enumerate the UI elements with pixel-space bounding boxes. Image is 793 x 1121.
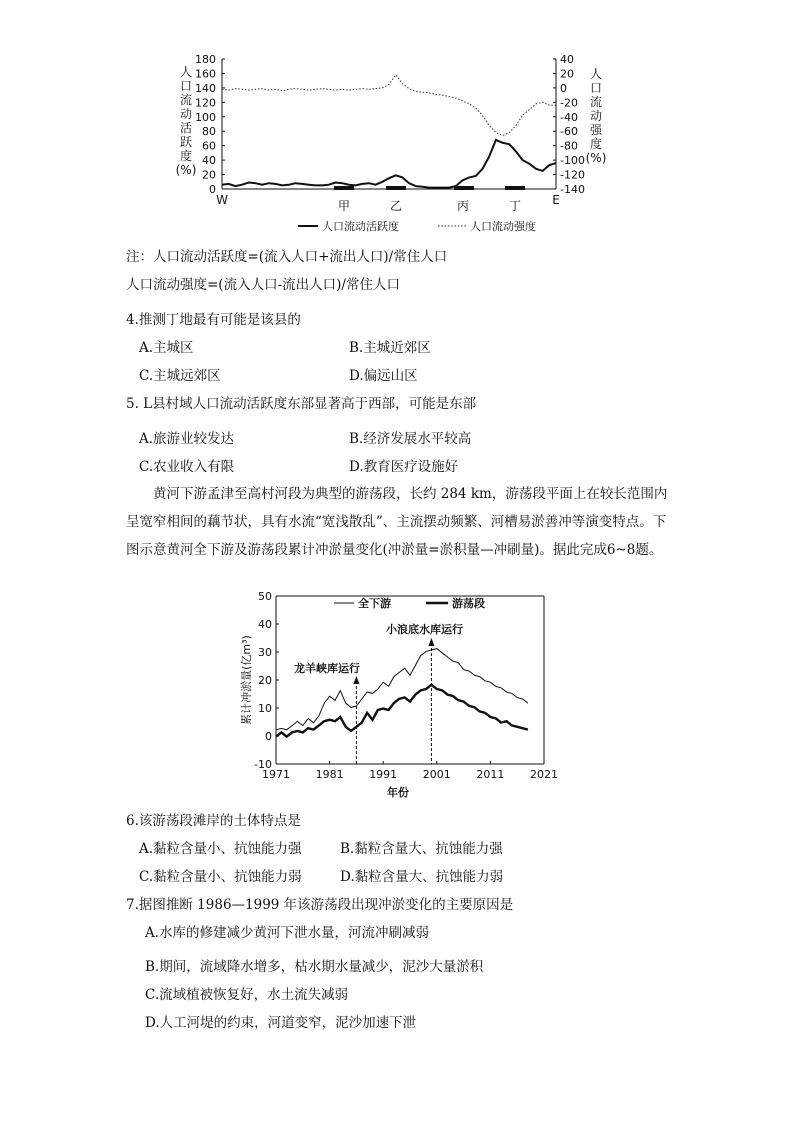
q7-option-d[interactable]: D.人工河堤的约束，河道变窄，泥沙加速下泄 — [145, 1015, 417, 1031]
x-category-label: 丙 — [456, 199, 470, 213]
y-tick-label: 40 — [258, 618, 272, 631]
question-5-stem: 5. L县村域人口流动活跃度东部显著高于西部，可能是东部 — [126, 396, 477, 412]
right-tick-label: -40 — [560, 110, 578, 124]
marker-bar-ding — [505, 186, 525, 190]
series-wandering-section — [276, 685, 528, 737]
left-tick-label: 180 — [195, 53, 216, 66]
population-flow-chart — [170, 48, 620, 238]
left-tick-label: 120 — [195, 96, 216, 110]
right-tick-label: -80 — [560, 139, 578, 153]
y-tick-label: 10 — [258, 702, 272, 715]
right-axis-title-char: 人 — [589, 67, 603, 81]
right-axis-title-char: 流 — [589, 95, 603, 109]
y-tick-label: 0 — [265, 730, 272, 743]
left-axis-title-char: 度 — [179, 149, 193, 163]
left-tick-label: 80 — [202, 125, 216, 139]
q5-option-b[interactable]: B.经济发展水平较高 — [349, 431, 472, 447]
x-category-label: E — [552, 193, 560, 207]
q5-option-c[interactable]: C.农业收入有限 — [139, 459, 235, 475]
left-tick-label: 60 — [202, 139, 216, 153]
series-population-flow-activity — [222, 140, 556, 188]
left-tick-label: 100 — [195, 110, 216, 124]
right-tick-label: -120 — [560, 168, 585, 182]
left-axis-title-char: 动 — [179, 107, 193, 121]
left-tick-label: 0 — [209, 183, 216, 196]
annotation-arrow-xiaolangdi — [428, 638, 434, 646]
y-tick-label: 50 — [258, 590, 272, 603]
y-tick-label: -10 — [254, 758, 272, 771]
q6-option-a[interactable]: A.黏粒含量小、抗蚀能力强 — [139, 841, 302, 857]
x-tick-label: 1981 — [315, 768, 344, 781]
q4-option-a[interactable]: A.主城区 — [139, 340, 194, 356]
x-axis-title: 年份 — [387, 786, 409, 799]
right-tick-label: -60 — [560, 125, 578, 139]
right-tick-label: -140 — [560, 183, 585, 196]
marker-bar-jia — [334, 186, 354, 190]
legend-wandering-label: 游荡段 — [452, 597, 485, 610]
formula-note-1: 注：人口流动活跃度=(流入人口+流出人口)/常住人口 — [126, 249, 448, 265]
left-tick-label: 20 — [202, 168, 216, 182]
left-tick-label: 160 — [195, 67, 216, 81]
right-tick-label: 40 — [560, 53, 574, 66]
annotation-longyangxia: 龙羊峡库运行 — [294, 662, 360, 675]
q4-option-b[interactable]: B.主城近郊区 — [349, 340, 431, 356]
right-axis-title-char: 度 — [589, 137, 603, 151]
y-tick-label: 20 — [258, 674, 272, 687]
left-axis-title-char: 活 — [179, 121, 193, 135]
q5-option-d[interactable]: D.教育医疗设施好 — [349, 459, 459, 475]
legend-lower-reach-label: 全下游 — [358, 597, 391, 610]
marker-bar-yi — [386, 186, 406, 190]
x-tick-label: 2011 — [476, 768, 505, 781]
q4-option-c[interactable]: C.主城远郊区 — [139, 368, 221, 384]
right-axis-title-char: (%) — [585, 151, 607, 165]
right-axis-title-char: 强 — [589, 123, 603, 137]
right-tick-label: 20 — [560, 67, 574, 81]
marker-bar-bing — [454, 186, 474, 190]
q7-option-c[interactable]: C.流域植被恢复好，水土流失减弱 — [145, 987, 349, 1003]
left-axis-title-char: (%) — [175, 163, 197, 177]
left-axis-title-char: 人 — [179, 65, 193, 79]
formula-note-2: 人口流动强度=(流入人口-流出人口)/常住人口 — [126, 277, 400, 293]
left-axis-title-char: 流 — [179, 93, 193, 107]
reading-passage: 黄河下游孟津至高村河段为典型的游荡段，长约 284 km，游荡段平面上在较长范围内呈宽窄相间的藕节状，具有水流“宽浅散乱”、主流摆动频繁、河槽易淤善冲等演变特点。下图示意黄河全下游及游荡段累计冲淤量变化(冲淤量=淤积量—冲刷量)。据此完成6~8题。 — [126, 486, 668, 558]
annotation-arrow-longyangxia — [353, 676, 359, 684]
question-6-stem: 6.该游荡段滩岸的土体特点是 — [126, 813, 301, 829]
legend-activity-label: 人口流动活跃度 — [322, 220, 399, 233]
x-category-label: 丁 — [508, 199, 522, 213]
right-tick-label: -100 — [560, 154, 585, 168]
right-tick-label: -20 — [560, 96, 578, 110]
left-tick-label: 40 — [202, 154, 216, 168]
q7-option-b[interactable]: B.期间，流域降水增多，枯水期水量减少，泥沙大量淤积 — [145, 959, 484, 975]
x-category-label: 甲 — [337, 199, 351, 213]
sediment-chart — [234, 588, 564, 806]
x-tick-label: 2001 — [422, 768, 451, 781]
y-axis-title: 累计冲淤量(亿m³) — [240, 635, 253, 725]
question-7-stem: 7.据图推断 1986—1999 年该游荡段出现冲淤变化的主要原因是 — [126, 897, 514, 913]
y-tick-label: 30 — [258, 646, 272, 659]
question-4-stem: 4.推测丁地最有可能是该县的 — [126, 312, 301, 328]
right-axis-title-char: 动 — [589, 109, 603, 123]
q5-option-a[interactable]: A.旅游业较发达 — [139, 431, 235, 447]
x-tick-label: 1971 — [262, 768, 290, 781]
left-axis-title-char: 口 — [179, 79, 193, 93]
x-tick-label: 2021 — [530, 768, 558, 781]
x-tick-label: 1991 — [369, 768, 398, 781]
x-category-label: W — [216, 193, 228, 207]
right-axis-title-char: 口 — [589, 81, 603, 95]
left-tick-label: 140 — [195, 81, 216, 95]
legend-intensity-label: 人口流动强度 — [470, 220, 536, 233]
q7-option-a[interactable]: A.水库的修建减少黄河下泄水量，河流冲刷减弱 — [145, 925, 430, 941]
q4-option-d[interactable]: D.偏远山区 — [349, 368, 418, 384]
annotation-xiaolangdi: 小浪底水库运行 — [386, 623, 463, 636]
series-population-flow-intensity — [222, 75, 556, 136]
x-category-label: 乙 — [389, 199, 403, 213]
left-axis-title-char: 跃 — [179, 135, 193, 149]
q6-option-d[interactable]: D.黏粒含量大、抗蚀能力弱 — [340, 869, 504, 885]
q6-option-b[interactable]: B.黏粒含量大、抗蚀能力强 — [340, 841, 503, 857]
right-tick-label: 0 — [560, 81, 567, 95]
q6-option-c[interactable]: C.黏粒含量小、抗蚀能力弱 — [139, 869, 302, 885]
